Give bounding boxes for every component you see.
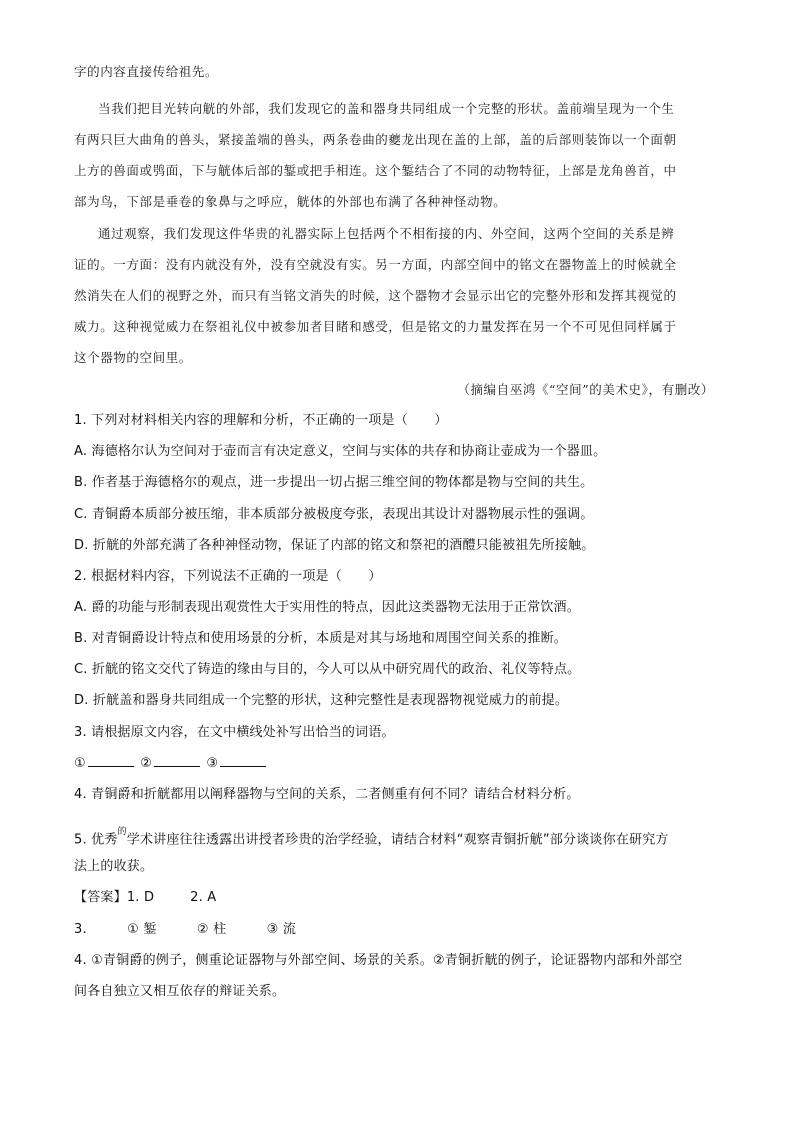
q5-text-b: 学术讲座往往透露出讲授者珍贵的治学经验，请结合材料“观察青铜折觥”部分谈谈你在研究方 (126, 832, 669, 848)
question-2: 2. 根据材料内容，下列说法不正确的一项是（ ） (74, 569, 382, 584)
answer-3-mark: ③ (266, 922, 279, 937)
q1-option-a: A. 海德格尔认为空间对于壶而言有决定意义，空间与实体的共存和协商让壶成为一个器皿。 (74, 444, 607, 459)
q5-superscript: 的 (117, 827, 127, 837)
answer-2: 2. A (190, 890, 217, 905)
q1-option-b: B. 作者基于海德格尔的观点，进一步提出一切占据三维空间的物体都是物与空间的共生。 (74, 475, 594, 490)
question-5-line-2: 法上的收获。 (74, 859, 154, 874)
q3-blanks-row (74, 754, 268, 774)
answer-3-mark: ① (127, 922, 140, 937)
blank-label: ① (74, 756, 86, 771)
question-1: 1. 下列对材料相关内容的理解和分析，不正确的一项是（ ） (74, 413, 448, 428)
answer-3-mark: ② (196, 922, 209, 937)
q2-option-b: B. 对青铜爵设计特点和使用场景的分析，本质是对其与场地和周围空间关系的推断。 (74, 631, 567, 646)
blank-line[interactable] (154, 754, 200, 767)
passage-line: 威力。这种视觉威力在祭祖礼仪中被参加者目睹和感受，但是铭文的力量发挥在另一个不可见但同样属于 (74, 319, 677, 334)
answer-4-line-2: 间各自独立又相互依存的辩证关系。 (74, 984, 286, 999)
passage-line: 上方的兽面或鸮面，下与觥体后部的錾或把手相连。这个錾结合了不同的动物特征，上部是龙角兽首，中 (74, 163, 677, 178)
q2-option-c: C. 折觥的铭文交代了铸造的缘由与目的，今人可以从中研究周代的政治、礼仪等特点。 (74, 662, 581, 677)
answer-3-number: 3. (74, 922, 87, 937)
passage-line: 通过观察，我们发现这件华贵的礼器实际上包括两个不相衔接的内、外空间，这两个空间的关系是辨 (98, 226, 675, 241)
passage-line: 证的。一方面：没有内就没有外，没有空就没有实。另一方面，内部空间中的铭文在器物盖上的时候就全 (74, 257, 677, 272)
answer-1: 1. D (126, 890, 155, 905)
question-5-line-1 (74, 826, 669, 850)
passage-line: 当我们把目光转向觥的外部，我们发现它的盖和器身共同组成一个完整的形状。盖前端呈现为一个生 (98, 101, 675, 116)
passage-line: 然消失在人们的视野之外，而只有当铭文消失的时候，这个器物才会显示出它的完整外形和发挥其视觉的 (74, 288, 677, 303)
passage-line: 部为鸟，下部是垂卷的象鼻与之呼应，觥体的外部也布满了各种神怪动物。 (74, 194, 507, 209)
blank-label: ③ (206, 756, 219, 771)
answer-3-word: 柱 (213, 922, 227, 937)
q2-option-a: A. 爵的功能与形制表现出观赏性大于实用性的特点，因此这类器物无法用于正常饮酒。 (74, 600, 580, 615)
q2-option-d: D. 折觥盖和器身共同组成一个完整的形状，这种完整性是表现器物视觉威力的前提。 (74, 693, 569, 708)
answer-row-1 (74, 888, 216, 908)
answer-3-word: 流 (282, 922, 297, 937)
q5-text-a: 5. 优秀 (74, 832, 118, 848)
passage-line: 这个器物的空间里。 (74, 350, 192, 365)
answer-3-word: 錾 (143, 922, 157, 937)
blank-line[interactable] (88, 754, 134, 767)
answer-row-3 (74, 920, 296, 940)
passage-line: 有两只巨大曲角的兽头，紧接盖端的兽头，两条卷曲的夔龙出现在盖的上部，盖的后部则装饰以一个面朝 (74, 132, 677, 147)
question-4: 4. 青铜爵和折觥都用以阐释器物与空间的关系，二者侧重有何不同？请结合材料分析。 (74, 787, 580, 802)
blank-label: ② (140, 756, 153, 771)
answer-4-line-1: 4. ①青铜爵的例子，侧重论证器物与外部空间、场景的关系。②青铜折觥的例子，论证器物内部和外部空 (74, 953, 683, 968)
source-citation: （摘编自巫鸿《“空间”的美术史》，有删改） (457, 382, 714, 397)
answer-tag: 【答案】 (74, 890, 127, 905)
passage-line: 字的内容直接传给祖先。 (74, 64, 219, 79)
q1-option-d: D. 折觥的外部充满了各种神怪动物，保证了内部的铭文和祭祀的酒醴只能被祖先所接触。 (74, 538, 595, 553)
blank-line[interactable] (220, 754, 266, 767)
q1-option-c: C. 青铜爵本质部分被压缩，非本质部分被极度夸张，表现出其设计对器物展示性的强调。 (74, 507, 594, 522)
question-3: 3. 请根据原文内容，在文中横线处补写出恰当的词语。 (74, 725, 395, 740)
